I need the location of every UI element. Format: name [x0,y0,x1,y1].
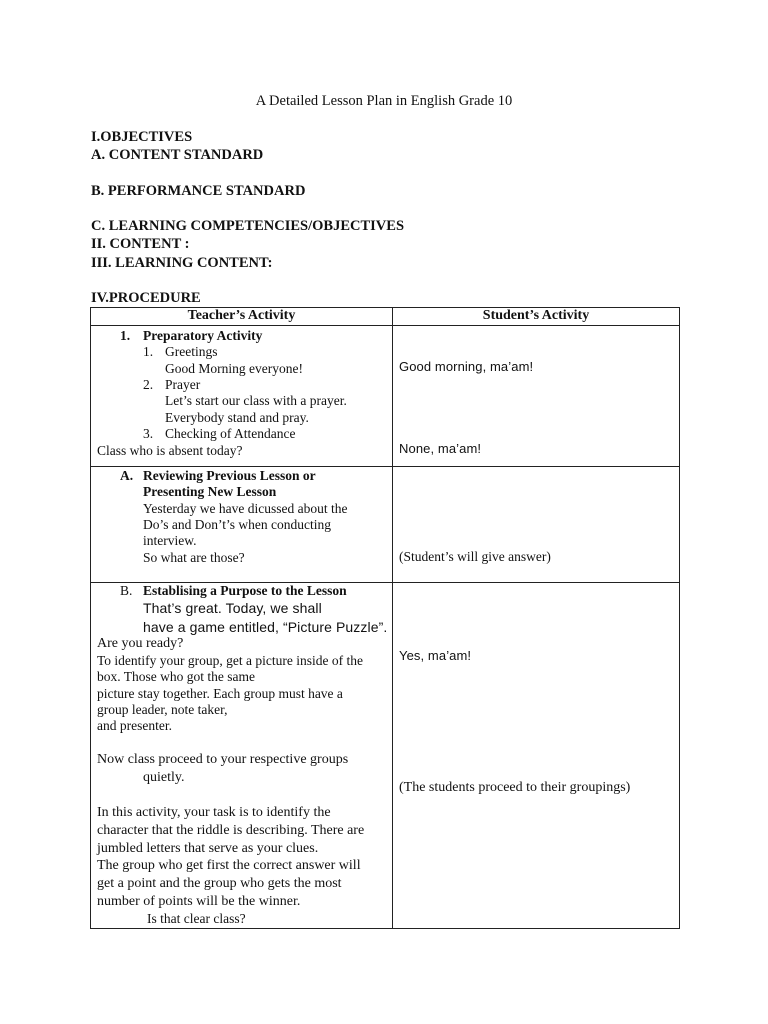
teacher-line: So what are those? [143,550,245,565]
teacher-line: That’s great. Today, we shall [143,600,322,616]
section-number: 1. [120,328,131,343]
teacher-line: Do’s and Don’t’s when conducting [143,517,331,532]
teacher-line: Are you ready? [97,636,184,651]
teacher-line: number of points will be the winner. [97,894,301,909]
student-cell-purpose [393,583,680,929]
teacher-cell-preparatory [91,326,393,467]
heading-objectives: I.OBJECTIVES [91,129,193,145]
heading-content: II. CONTENT : [91,236,190,252]
table-header-row [91,308,680,326]
section-title: Presenting New Lesson [143,484,277,499]
teacher-line: Is that clear class? [147,911,246,926]
teacher-line: Everybody stand and pray. [165,410,309,425]
teacher-line: To identify your group, get a picture inside of the [97,653,363,668]
teacher-line: interview. [143,533,197,548]
section-letter: B. [120,583,133,598]
teacher-line: Let’s start our class with a prayer. [165,393,347,408]
teacher-line: The group who get first the correct answer will [97,858,361,873]
header-student-activity: Student’s Activity [393,308,680,326]
section-title: Establising a Purpose to the Lesson [143,583,347,598]
heading-procedure: IV.PROCEDURE [91,290,201,306]
teacher-cell-reviewing [91,467,393,583]
section-letter: A. [120,468,134,483]
teacher-line: get a point and the group who gets the most [97,876,342,891]
heading-performance-standard: B. PERFORMANCE STANDARD [91,183,306,199]
student-line: Good morning, ma’am! [399,359,534,374]
section-title: Preparatory Activity [143,328,263,343]
student-line: (The students proceed to their groupings) [399,780,631,795]
table-row [91,467,680,583]
teacher-line: Good Morning everyone! [165,361,303,376]
table-row [91,583,680,929]
teacher-line: Yesterday we have dicussed about the [143,501,348,516]
teacher-line: In this activity, your task is to identify the [97,805,331,820]
teacher-line: Now class proceed to your respective groups [97,752,349,767]
teacher-line: jumbled letters that serve as your clues. [97,841,319,856]
teacher-line: Class who is absent today? [97,443,243,458]
item-number: 1. [143,344,154,359]
student-cell-preparatory [393,326,680,467]
item-label: Greetings [165,344,218,359]
teacher-line: have a game entitled, “Picture Puzzle”. [143,619,388,635]
teacher-line: box. Those who got the same [97,669,255,684]
student-cell-reviewing [393,467,680,583]
teacher-line: picture stay together. Each group must have a [97,686,343,701]
teacher-line: character that the riddle is describing. There are [97,823,365,838]
item-label: Checking of Attendance [165,426,296,441]
section-title: Reviewing Previous Lesson or [143,468,316,483]
document-title: A Detailed Lesson Plan in English Grade 10 [255,93,513,109]
teacher-cell-purpose [91,583,393,929]
table-row [91,326,680,467]
item-number: 3. [143,426,154,441]
heading-learning-competencies: C. LEARNING COMPETENCIES/OBJECTIVES [91,218,405,234]
student-line: Yes, ma’am! [399,648,472,663]
heading-learning-content: III. LEARNING CONTENT: [91,255,273,271]
student-line: None, ma’am! [399,441,482,456]
item-number: 2. [143,377,154,392]
item-label: Prayer [165,377,201,392]
teacher-line: and presenter. [97,718,172,733]
teacher-line: group leader, note taker, [97,702,228,717]
student-line: (Student’s will give answer) [399,549,551,564]
teacher-line: quietly. [143,770,185,785]
heading-content-standard: A. CONTENT STANDARD [91,147,264,163]
header-teacher-activity: Teacher’s Activity [91,308,393,326]
procedure-table [90,307,680,929]
